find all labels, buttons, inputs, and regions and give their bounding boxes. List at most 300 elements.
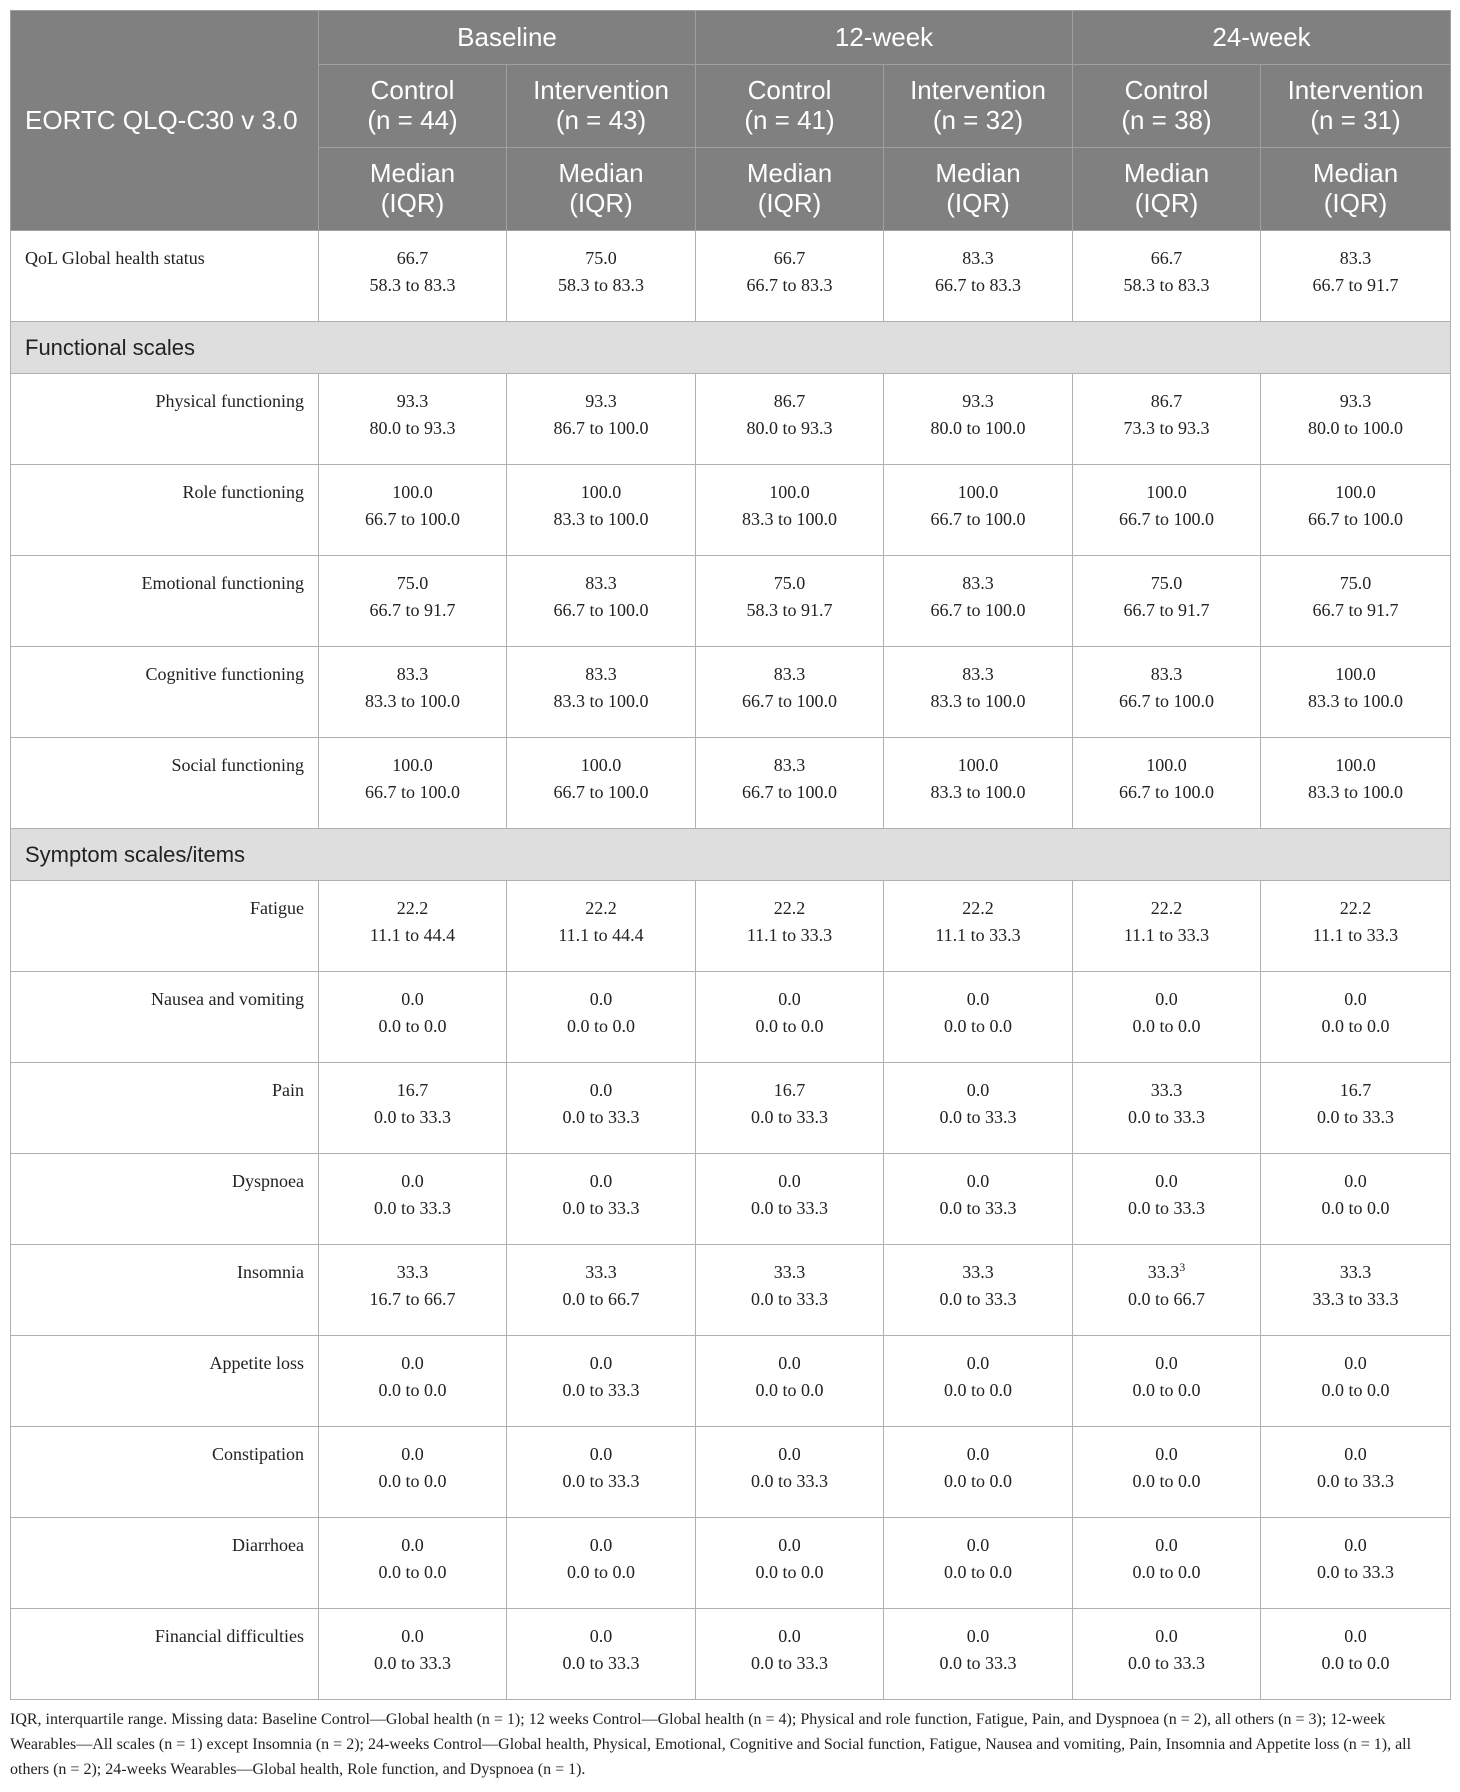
median-value: 0.0 bbox=[1155, 1626, 1178, 1646]
iqr-value: 0.0 to 33.3 bbox=[1317, 1107, 1395, 1127]
metric-label: Physical functioning bbox=[11, 374, 319, 465]
iqr-value: 0.0 to 33.3 bbox=[1317, 1471, 1395, 1491]
median-value: 66.7 bbox=[773, 248, 806, 268]
data-cell bbox=[696, 972, 884, 1063]
median-value: 0.0 bbox=[401, 1171, 424, 1191]
table-row-metric bbox=[11, 647, 1451, 738]
iqr-value: 0.0 to 33.3 bbox=[562, 1198, 640, 1218]
header-group bbox=[319, 65, 507, 148]
data-cell bbox=[319, 738, 507, 829]
metric-label: Cognitive functioning bbox=[11, 647, 319, 738]
median-value: 0.0 bbox=[1344, 1444, 1367, 1464]
data-cell bbox=[696, 556, 884, 647]
median-value: 83.3 bbox=[585, 664, 617, 684]
median-value: 22.2 bbox=[396, 898, 429, 918]
data-cell bbox=[319, 1609, 507, 1700]
data-cell bbox=[696, 1609, 884, 1700]
data-cell bbox=[696, 1518, 884, 1609]
iqr-value: 0.0 to 33.3 bbox=[1128, 1107, 1206, 1127]
median-value: 100.0 bbox=[1146, 482, 1187, 502]
data-cell bbox=[319, 881, 507, 972]
stat-label-1: Median bbox=[1312, 158, 1399, 189]
data-cell bbox=[1073, 972, 1261, 1063]
data-cell bbox=[696, 231, 884, 322]
data-cell bbox=[507, 1063, 696, 1154]
iqr-value: 0.0 to 0.0 bbox=[378, 1562, 447, 1582]
stat-label-1: Median bbox=[935, 158, 1021, 189]
data-cell bbox=[884, 738, 1073, 829]
stat-label-2: (IQR) bbox=[946, 188, 1010, 218]
data-cell bbox=[884, 647, 1073, 738]
median-value: 86.7 bbox=[773, 391, 806, 411]
iqr-value: 66.7 to 100.0 bbox=[930, 509, 1026, 529]
iqr-value: 83.3 to 100.0 bbox=[930, 691, 1026, 711]
data-cell bbox=[884, 374, 1073, 465]
data-cell bbox=[1261, 374, 1451, 465]
data-cell bbox=[1261, 1336, 1451, 1427]
iqr-value: 66.7 to 100.0 bbox=[930, 600, 1026, 620]
data-cell bbox=[1073, 1063, 1261, 1154]
data-cell bbox=[696, 647, 884, 738]
iqr-value: 0.0 to 33.3 bbox=[751, 1289, 829, 1309]
header-timepoint: 12-week bbox=[696, 11, 1073, 65]
header-row-timepoints bbox=[11, 11, 1451, 65]
median-value: 100.0 bbox=[580, 755, 622, 775]
median-value: 22.2 bbox=[1339, 898, 1372, 918]
iqr-value: 0.0 to 33.3 bbox=[939, 1653, 1017, 1673]
iqr-value: 66.7 to 100.0 bbox=[1119, 691, 1215, 711]
iqr-value: 0.0 to 0.0 bbox=[944, 1380, 1013, 1400]
median-value: 100.0 bbox=[1146, 755, 1187, 775]
iqr-value: 83.3 to 100.0 bbox=[742, 509, 838, 529]
iqr-value: 0.0 to 33.3 bbox=[562, 1471, 640, 1491]
data-cell bbox=[1073, 1154, 1261, 1245]
iqr-value: 0.0 to 0.0 bbox=[378, 1471, 447, 1491]
median-value: 16.7 bbox=[773, 1080, 806, 1100]
iqr-value: 0.0 to 0.0 bbox=[944, 1562, 1013, 1582]
iqr-value: 80.0 to 93.3 bbox=[746, 418, 833, 438]
iqr-value: 66.7 to 100.0 bbox=[1119, 509, 1215, 529]
iqr-value: 0.0 to 33.3 bbox=[562, 1653, 640, 1673]
iqr-value: 58.3 to 83.3 bbox=[369, 275, 456, 295]
median-value: 0.0 bbox=[589, 1444, 613, 1464]
table-row-metric bbox=[11, 1336, 1451, 1427]
median-value: 0.0 bbox=[1155, 1535, 1178, 1555]
group-name: Intervention bbox=[533, 75, 669, 106]
median-value: 83.3 bbox=[773, 755, 806, 775]
iqr-value: 0.0 to 0.0 bbox=[567, 1562, 636, 1582]
iqr-value: 11.1 to 44.4 bbox=[369, 925, 456, 945]
iqr-value: 0.0 to 33.3 bbox=[939, 1107, 1017, 1127]
metric-label: Role functioning bbox=[11, 465, 319, 556]
iqr-value: 0.0 to 0.0 bbox=[567, 1016, 636, 1036]
header-timepoint: 24-week bbox=[1073, 11, 1451, 65]
header-group bbox=[1073, 65, 1261, 148]
data-cell bbox=[884, 881, 1073, 972]
data-cell bbox=[1261, 556, 1451, 647]
median-value: 100.0 bbox=[392, 482, 433, 502]
table-row-section bbox=[11, 829, 1451, 881]
median-value: 0.0 bbox=[1155, 1171, 1178, 1191]
iqr-value: 80.0 to 100.0 bbox=[1308, 418, 1404, 438]
median-value: 100.0 bbox=[392, 755, 433, 775]
data-cell bbox=[696, 1245, 884, 1336]
iqr-value: 0.0 to 33.3 bbox=[562, 1380, 640, 1400]
iqr-value: 0.0 to 33.3 bbox=[373, 1107, 451, 1127]
median-value: 75.0 bbox=[585, 248, 617, 268]
group-n: (n = 44) bbox=[367, 105, 458, 135]
data-cell bbox=[507, 1245, 696, 1336]
median-value: 66.7 bbox=[396, 248, 429, 268]
data-cell bbox=[319, 556, 507, 647]
data-cell bbox=[507, 231, 696, 322]
data-cell bbox=[507, 1609, 696, 1700]
iqr-value: 0.0 to 33.3 bbox=[1128, 1653, 1206, 1673]
data-cell bbox=[1073, 1245, 1261, 1336]
median-value: 33.3 bbox=[585, 1262, 617, 1282]
group-n: (n = 41) bbox=[744, 105, 835, 135]
group-name: Control bbox=[370, 75, 455, 106]
data-cell bbox=[1261, 1245, 1451, 1336]
data-cell bbox=[1261, 231, 1451, 322]
data-cell bbox=[1073, 1518, 1261, 1609]
median-value: 100.0 bbox=[769, 482, 810, 502]
data-cell bbox=[319, 647, 507, 738]
superscript: 3 bbox=[1179, 1260, 1186, 1274]
data-cell bbox=[696, 1427, 884, 1518]
metric-label: Financial difficulties bbox=[11, 1609, 319, 1700]
iqr-value: 0.0 to 0.0 bbox=[755, 1016, 824, 1036]
header-table-title: EORTC QLQ-C30 v 3.0 bbox=[11, 11, 319, 231]
data-cell bbox=[1261, 1063, 1451, 1154]
iqr-value: 58.3 to 83.3 bbox=[558, 275, 645, 295]
iqr-value: 0.0 to 0.0 bbox=[1132, 1471, 1201, 1491]
section-title: Functional scales bbox=[11, 322, 1451, 374]
group-n: (n = 38) bbox=[1121, 105, 1212, 135]
data-cell bbox=[507, 738, 696, 829]
table-row-metric bbox=[11, 972, 1451, 1063]
median-value: 93.3 bbox=[1339, 391, 1372, 411]
iqr-value: 66.7 to 100.0 bbox=[553, 782, 649, 802]
stat-label-2: (IQR) bbox=[757, 188, 822, 218]
iqr-value: 0.0 to 0.0 bbox=[944, 1471, 1013, 1491]
iqr-value: 83.3 to 100.0 bbox=[1308, 782, 1404, 802]
results-table bbox=[10, 10, 1451, 1700]
iqr-value: 0.0 to 33.3 bbox=[373, 1198, 451, 1218]
median-value: 0.0 bbox=[966, 1535, 990, 1555]
iqr-value: 83.3 to 100.0 bbox=[930, 782, 1026, 802]
data-cell bbox=[696, 1063, 884, 1154]
table-row-metric bbox=[11, 374, 1451, 465]
iqr-value: 0.0 to 0.0 bbox=[755, 1380, 824, 1400]
median-value: 0.0 bbox=[1344, 1535, 1367, 1555]
iqr-value: 0.0 to 0.0 bbox=[755, 1562, 824, 1582]
iqr-value: 80.0 to 93.3 bbox=[369, 418, 456, 438]
iqr-value: 0.0 to 33.3 bbox=[562, 1107, 640, 1127]
median-value: 93.3 bbox=[396, 391, 429, 411]
iqr-value: 0.0 to 0.0 bbox=[1321, 1653, 1390, 1673]
median-value: 0.0 bbox=[1344, 1353, 1367, 1373]
group-name: Intervention bbox=[1287, 75, 1424, 106]
data-cell bbox=[1261, 881, 1451, 972]
data-cell bbox=[884, 1245, 1073, 1336]
header-stat bbox=[1073, 148, 1261, 231]
iqr-value: 0.0 to 0.0 bbox=[1132, 1562, 1201, 1582]
iqr-value: 11.1 to 33.3 bbox=[1312, 925, 1399, 945]
metric-label: Fatigue bbox=[11, 881, 319, 972]
median-value: 33.3 bbox=[1147, 1262, 1180, 1282]
median-value: 0.0 bbox=[589, 1171, 613, 1191]
section-title: Symptom scales/items bbox=[11, 829, 1451, 881]
median-value: 0.0 bbox=[966, 1171, 990, 1191]
iqr-value: 0.0 to 33.3 bbox=[939, 1289, 1017, 1309]
iqr-value: 16.7 to 66.7 bbox=[369, 1289, 456, 1309]
median-value: 100.0 bbox=[957, 755, 999, 775]
data-cell bbox=[1261, 465, 1451, 556]
metric-label: Constipation bbox=[11, 1427, 319, 1518]
iqr-value: 0.0 to 0.0 bbox=[1321, 1016, 1390, 1036]
data-cell bbox=[507, 1154, 696, 1245]
median-value: 0.0 bbox=[966, 1626, 990, 1646]
header-group bbox=[1261, 65, 1451, 148]
data-cell bbox=[1261, 1427, 1451, 1518]
table-row-metric bbox=[11, 738, 1451, 829]
stat-label-1: Median bbox=[369, 158, 456, 189]
group-name: Control bbox=[747, 75, 832, 106]
metric-label: Appetite loss bbox=[11, 1336, 319, 1427]
table-footer: IQR, interquartile range. Missing data: Baseline Control—Global health (n = 1); 12 weeks Control—Global health (n = 4); Physical and role function, Fatigue, Pain, and Dyspnoea (n = 2), all others (n = 3); 12-week Wearables—All scales (n = 1) except Insomnia (n = 2); 24-weeks Control—Global health, Physical, Emotional, Cognitive and Social function, Fatigue, Nausea and vomiting, Pain, Insomnia and Appetite loss (n = 1), all others (n = 2); 24-weeks Wearables—Global health, Role function, and Dyspnoea (n = 1). bbox=[10, 1711, 1412, 1778]
stat-label-2: (IQR) bbox=[569, 188, 633, 218]
iqr-value: 11.1 to 33.3 bbox=[1123, 925, 1210, 945]
median-value: 75.0 bbox=[1339, 573, 1372, 593]
data-cell bbox=[696, 465, 884, 556]
stat-label-1: Median bbox=[1123, 158, 1210, 189]
iqr-value: 0.0 to 66.7 bbox=[1128, 1289, 1206, 1309]
iqr-value: 33.3 to 33.3 bbox=[1312, 1289, 1399, 1309]
median-value: 75.0 bbox=[396, 573, 429, 593]
group-n: (n = 31) bbox=[1310, 105, 1401, 135]
data-cell bbox=[884, 1518, 1073, 1609]
median-value: 0.0 bbox=[778, 1535, 801, 1555]
iqr-value: 66.7 to 83.3 bbox=[746, 275, 833, 295]
table-row-metric bbox=[11, 881, 1451, 972]
iqr-value: 66.7 to 91.7 bbox=[1123, 600, 1210, 620]
median-value: 66.7 bbox=[1150, 248, 1183, 268]
data-cell bbox=[1073, 1609, 1261, 1700]
data-cell bbox=[319, 1427, 507, 1518]
iqr-value: 58.3 to 91.7 bbox=[746, 600, 833, 620]
stat-label-1: Median bbox=[558, 158, 644, 189]
metric-label: Social functioning bbox=[11, 738, 319, 829]
median-value: 0.0 bbox=[589, 1080, 613, 1100]
median-value: 22.2 bbox=[962, 898, 994, 918]
median-value: 75.0 bbox=[1150, 573, 1183, 593]
header-timepoint: Baseline bbox=[319, 11, 696, 65]
iqr-value: 83.3 to 100.0 bbox=[364, 691, 460, 711]
iqr-value: 11.1 to 33.3 bbox=[746, 925, 833, 945]
metric-label: Pain bbox=[11, 1063, 319, 1154]
data-cell bbox=[884, 556, 1073, 647]
data-cell bbox=[1073, 647, 1261, 738]
metric-label: QoL Global health status bbox=[11, 231, 319, 322]
data-cell bbox=[319, 374, 507, 465]
header-stat bbox=[884, 148, 1073, 231]
table-row-metric bbox=[11, 1609, 1451, 1700]
median-value: 0.0 bbox=[1155, 1444, 1178, 1464]
iqr-value: 0.0 to 0.0 bbox=[1132, 1380, 1201, 1400]
median-value: 0.0 bbox=[1155, 989, 1178, 1009]
metric-label: Insomnia bbox=[11, 1245, 319, 1336]
data-cell bbox=[1261, 972, 1451, 1063]
data-cell bbox=[507, 1427, 696, 1518]
median-value: 0.0 bbox=[966, 989, 990, 1009]
iqr-value: 0.0 to 0.0 bbox=[378, 1016, 447, 1036]
data-cell bbox=[884, 231, 1073, 322]
header-stat bbox=[696, 148, 884, 231]
iqr-value: 66.7 to 100.0 bbox=[742, 691, 838, 711]
metric-label: Emotional functioning bbox=[11, 556, 319, 647]
median-value: 22.2 bbox=[1150, 898, 1183, 918]
data-cell bbox=[696, 738, 884, 829]
median-value: 33.3 bbox=[773, 1262, 806, 1282]
median-value: 33.3 bbox=[1150, 1080, 1183, 1100]
metric-label: Diarrhoea bbox=[11, 1518, 319, 1609]
data-cell bbox=[696, 881, 884, 972]
median-value: 33.3 bbox=[962, 1262, 994, 1282]
iqr-value: 0.0 to 33.3 bbox=[751, 1107, 829, 1127]
data-cell bbox=[884, 1154, 1073, 1245]
header-stat bbox=[507, 148, 696, 231]
median-value: 33.3 bbox=[396, 1262, 429, 1282]
median-value: 83.3 bbox=[962, 248, 994, 268]
median-value: 0.0 bbox=[1344, 1171, 1367, 1191]
data-cell bbox=[507, 647, 696, 738]
median-value: 75.0 bbox=[773, 573, 806, 593]
iqr-value: 11.1 to 33.3 bbox=[935, 925, 1021, 945]
table-row-metric bbox=[11, 556, 1451, 647]
iqr-value: 83.3 to 100.0 bbox=[553, 691, 649, 711]
data-cell bbox=[507, 1518, 696, 1609]
median-value: 83.3 bbox=[773, 664, 806, 684]
median-value: 0.0 bbox=[778, 1171, 801, 1191]
iqr-value: 0.0 to 66.7 bbox=[562, 1289, 640, 1309]
median-value: 0.0 bbox=[401, 989, 424, 1009]
median-value: 83.3 bbox=[962, 573, 994, 593]
iqr-value: 0.0 to 33.3 bbox=[939, 1198, 1017, 1218]
table-row-section bbox=[11, 322, 1451, 374]
data-cell bbox=[507, 556, 696, 647]
median-value: 86.7 bbox=[1150, 391, 1183, 411]
header-stat bbox=[319, 148, 507, 231]
median-value: 0.0 bbox=[589, 1626, 613, 1646]
median-value: 22.2 bbox=[773, 898, 806, 918]
data-cell bbox=[696, 1336, 884, 1427]
median-value: 100.0 bbox=[1335, 482, 1376, 502]
median-value: 16.7 bbox=[1339, 1080, 1372, 1100]
data-cell bbox=[319, 1518, 507, 1609]
data-cell bbox=[507, 881, 696, 972]
metric-label: Dyspnoea bbox=[11, 1154, 319, 1245]
median-value: 83.3 bbox=[1339, 248, 1372, 268]
data-cell bbox=[1261, 1518, 1451, 1609]
median-value: 0.0 bbox=[589, 1535, 613, 1555]
data-cell bbox=[319, 1336, 507, 1427]
data-cell bbox=[1073, 465, 1261, 556]
median-value: 0.0 bbox=[401, 1626, 424, 1646]
iqr-value: 66.7 to 91.7 bbox=[1312, 600, 1399, 620]
data-cell bbox=[1261, 738, 1451, 829]
data-cell bbox=[1073, 738, 1261, 829]
median-value: 0.0 bbox=[589, 1353, 613, 1373]
median-value: 83.3 bbox=[585, 573, 617, 593]
iqr-value: 66.7 to 100.0 bbox=[364, 509, 460, 529]
data-cell bbox=[1073, 1336, 1261, 1427]
median-value: 0.0 bbox=[778, 1353, 801, 1373]
data-cell bbox=[507, 465, 696, 556]
iqr-value: 66.7 to 91.7 bbox=[1312, 275, 1399, 295]
data-cell bbox=[1073, 556, 1261, 647]
table-body bbox=[11, 231, 1451, 1700]
median-value: 100.0 bbox=[957, 482, 999, 502]
data-cell bbox=[1073, 231, 1261, 322]
median-value: 0.0 bbox=[778, 1626, 801, 1646]
data-cell bbox=[319, 1154, 507, 1245]
header-stat bbox=[1261, 148, 1451, 231]
header-group bbox=[696, 65, 884, 148]
median-value: 0.0 bbox=[966, 1444, 990, 1464]
iqr-value: 0.0 to 33.3 bbox=[751, 1653, 829, 1673]
median-value: 0.0 bbox=[401, 1444, 424, 1464]
data-cell bbox=[507, 1336, 696, 1427]
iqr-value: 0.0 to 0.0 bbox=[1321, 1198, 1390, 1218]
iqr-value: 0.0 to 33.3 bbox=[751, 1471, 829, 1491]
median-value: 0.0 bbox=[1344, 989, 1367, 1009]
median-value: 22.2 bbox=[585, 898, 617, 918]
median-value: 0.0 bbox=[589, 989, 613, 1009]
iqr-value: 66.7 to 100.0 bbox=[1119, 782, 1215, 802]
data-cell bbox=[884, 1427, 1073, 1518]
iqr-value: 0.0 to 0.0 bbox=[1132, 1016, 1201, 1036]
table-row-metric bbox=[11, 1154, 1451, 1245]
data-cell bbox=[1073, 1427, 1261, 1518]
iqr-value: 66.7 to 83.3 bbox=[935, 275, 1022, 295]
iqr-value: 0.0 to 0.0 bbox=[378, 1380, 447, 1400]
iqr-value: 66.7 to 100.0 bbox=[553, 600, 649, 620]
table-row-metric bbox=[11, 465, 1451, 556]
data-cell bbox=[319, 1245, 507, 1336]
median-value: 0.0 bbox=[401, 1535, 424, 1555]
median-value: 0.0 bbox=[778, 1444, 801, 1464]
metric-label: Nausea and vomiting bbox=[11, 972, 319, 1063]
table-row-metric bbox=[11, 1518, 1451, 1609]
iqr-value: 0.0 to 0.0 bbox=[1321, 1380, 1390, 1400]
stat-label-2: (IQR) bbox=[1134, 188, 1199, 218]
data-cell bbox=[1261, 1154, 1451, 1245]
data-cell bbox=[884, 465, 1073, 556]
group-n: (n = 43) bbox=[555, 105, 647, 135]
data-cell bbox=[1261, 1609, 1451, 1700]
median-value: 0.0 bbox=[966, 1080, 990, 1100]
data-cell bbox=[884, 1609, 1073, 1700]
data-cell bbox=[1261, 647, 1451, 738]
iqr-value: 0.0 to 0.0 bbox=[944, 1016, 1013, 1036]
iqr-value: 0.0 to 33.3 bbox=[373, 1653, 451, 1673]
table-row-metric bbox=[11, 1245, 1451, 1336]
data-cell bbox=[507, 972, 696, 1063]
data-cell bbox=[319, 465, 507, 556]
table-row-metric bbox=[11, 1427, 1451, 1518]
median-value: 0.0 bbox=[1155, 1353, 1178, 1373]
